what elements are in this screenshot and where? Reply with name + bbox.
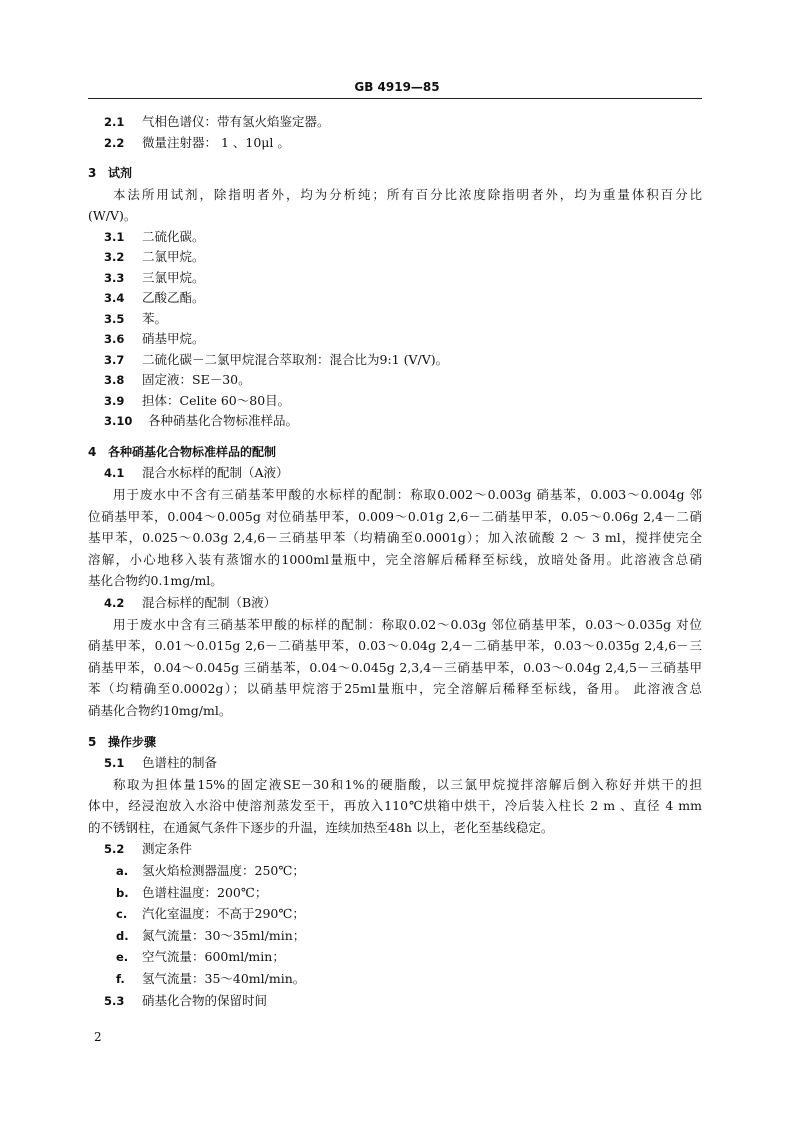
condition-item: b. 色谱柱温度：200℃；: [116, 884, 268, 900]
item-3-10: 3.10 各种硝基化合物标准样品。: [104, 413, 299, 429]
subsection-5-1-heading: 5.1 色谱柱的制备: [104, 755, 218, 771]
paragraph-line: 硝基甲苯，0.04～0.045g 三硝基苯，0.04～0.045g 2,3,4－三硝基甲苯，0.03～0.04g 2,4,5－三硝基甲: [88, 659, 702, 675]
paragraph-line: 基甲苯，0.025～0.03g 2,4,6－三硝基甲苯（均精确至0.0001g）；加入浓硫酸 2 ～ 3 ml，搅拌使完全: [88, 530, 702, 546]
subsection-4-1-heading: 4.1 混合水标样的配制（A液）: [104, 465, 289, 481]
item-3-6: 3.6 硝基甲烷。: [104, 331, 205, 347]
page-header: GB 4919—85: [354, 80, 440, 94]
condition-item: e. 空气流量：600ml/min；: [116, 949, 285, 965]
condition-item: a. 氢火焰检测器温度：250℃；: [116, 863, 305, 879]
paragraph-line: 硝基化合物约10mg/ml。: [88, 702, 232, 718]
paragraph-line: 溶解，小心地移入装有蒸馏水的1000ml量瓶中，完全溶解后稀释至标线，放暗处备用。此溶液含总硝: [88, 551, 702, 567]
subsection-4-2-heading: 4.2 混合标样的配制（B液）: [104, 594, 277, 610]
item-3-3: 3.3 三氯甲烷。: [104, 269, 205, 285]
header-rule: [88, 98, 702, 99]
section-3-heading: 3 试剂: [88, 166, 133, 180]
paragraph-line: 用于废水中含有三硝基苯甲酸的标样的配制：称取0.02～0.03g 邻位硝基甲苯，0.03～0.035g 对位: [113, 616, 702, 632]
section-3-intro-line: (W/V)。: [88, 208, 137, 224]
item-3-8: 3.8 固定液：SE－30。: [104, 372, 251, 388]
subsection-5-3-heading: 5.3 硝基化合物的保留时间: [104, 992, 268, 1008]
paragraph-line: 称取为担体量15%的固定液SE－30和1%的硬脂酸，以三氯甲烷搅拌溶解后倒入称好并烘干的担: [113, 776, 702, 792]
condition-item: d. 氮气流量：30～35ml/min；: [116, 927, 306, 943]
item-3-2: 3.2 二氯甲烷。: [104, 249, 205, 265]
paragraph-line: 基化合物约0.1mg/ml。: [88, 573, 223, 589]
item-2-1: 2.1 气相色谱仪：带有氢火焰鉴定器。: [104, 114, 330, 129]
item-3-7: 3.7 二硫化碳－二氯甲烷混合萃取剂：混合比为9:1 (V/V)。: [104, 351, 449, 367]
document-body: [88, 112, 702, 1011]
section-5-heading: 5 操作步骤: [88, 734, 157, 749]
item-3-4: 3.4 乙酸乙酯。: [104, 290, 205, 306]
item-3-9: 3.9 担体：Celite 60～80目。: [104, 392, 291, 408]
paragraph-line: 体中，经浸泡放入水浴中使溶剂蒸发至干，再放入110℃烘箱中烘干，冷后装入柱长 2 m 、直径 4 mm: [88, 798, 702, 814]
page-number: 2: [94, 1030, 102, 1044]
paragraph-line: 的不锈钢柱，在通氮气条件下逐步的升温，连续加热至48h 以上，老化至基线稳定。: [88, 819, 554, 835]
item-2-2: 2.2 微量注射器： 1 、10μl 。: [104, 134, 290, 150]
item-3-1: 3.1 二硫化碳。: [104, 228, 205, 244]
paragraph-line: 苯（均精确至0.0002g）；以硝基甲烷溶于25ml量瓶中，完全溶解后稀释至标线，备用。 此溶液含总: [88, 681, 702, 697]
condition-item: f. 氢气流量：35～40ml/min。: [116, 971, 306, 987]
item-3-5: 3.5 苯。: [104, 310, 168, 326]
subsection-5-2-heading: 5.2 测定条件: [104, 841, 193, 857]
paragraph-line: 用于废水中不含有三硝基苯甲酸的水标样的配制：称取0.002～0.003g 硝基苯，0.003～0.004g 邻: [113, 486, 702, 502]
paragraph-line: 硝基甲苯，0.01～0.015g 2,6－二硝基甲苯，0.03～0.04g 2,4－二硝基甲苯，0.03～0.035g 2,4,6－三: [88, 638, 702, 654]
section-4-heading: 4 各种硝基化合物标准样品的配制: [88, 444, 277, 459]
condition-item: c. 汽化室温度：不高于290℃；: [116, 906, 305, 922]
section-3-intro-line: 本法所用试剂，除指明者外，均为分析纯；所有百分比浓度除指明者外，均为重量体积百分比: [113, 186, 702, 202]
paragraph-line: 位硝基甲苯，0.004～0.005g 对位硝基甲苯，0.009～0.01g 2,6－二硝基甲苯，0.05～0.06g 2,4－二硝: [88, 508, 702, 524]
